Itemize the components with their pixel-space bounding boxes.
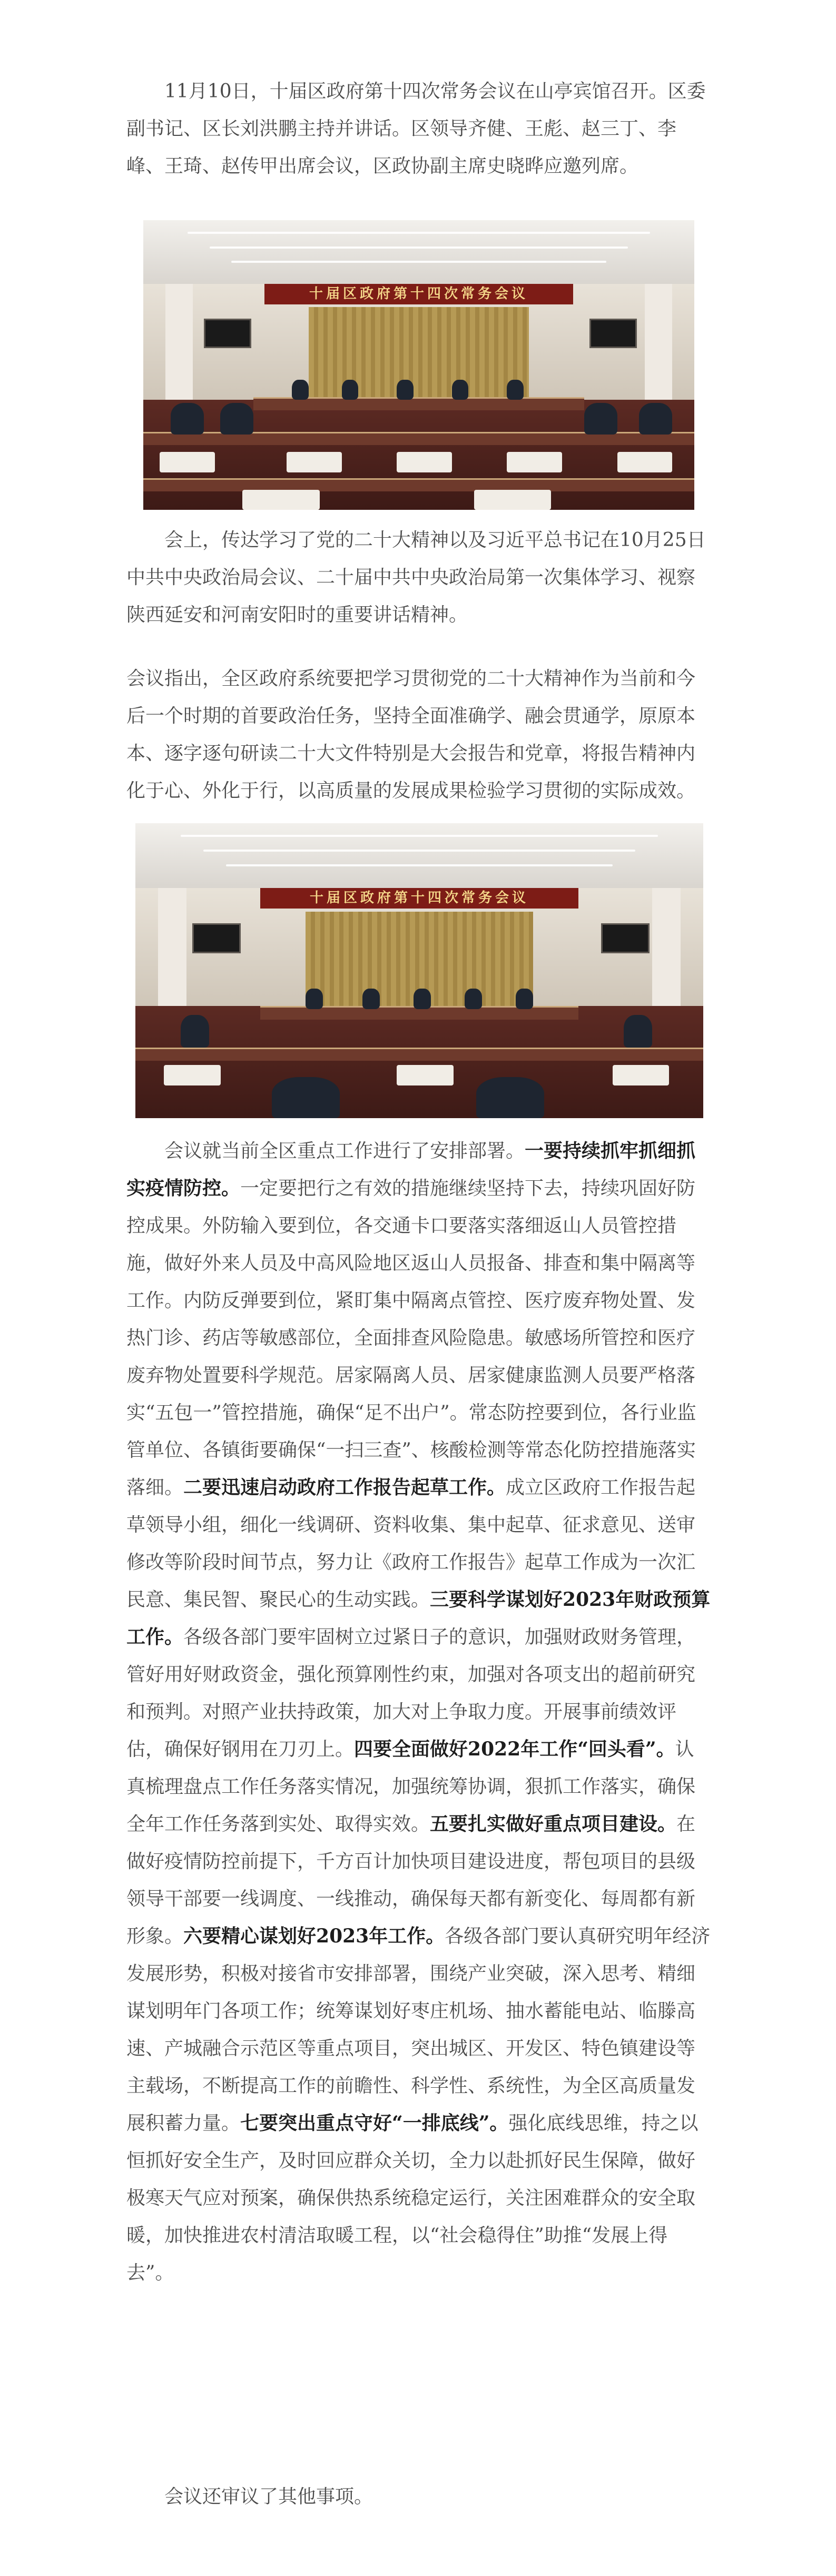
item-1-title: 一要持续抓牢抓细抓实疫情防控。 bbox=[126, 1140, 696, 1199]
photo-banner-1: 十届区政府第十四次常务会议 bbox=[264, 284, 573, 304]
paragraph-study-spirit: 会上，传达学习了党的二十大精神以及习近平总书记在10月25日中共中央政治局会议、二十届中共中央政治局第一次集体学习、视察陕西延安和河南安阳时的重要讲话精神。 bbox=[126, 529, 706, 626]
item-6-body: 各级各部门要认真研究明年经济发展形势，积极对接省市安排部署，围绕产业突破，深入思考、精细谋划明年门各项工作；统筹谋划好枣庄机场、抽水蓄能电站、临滕高速、产城融合示范区等重点项目，突出城区、开发区、特色镇建设等主载场，不断提高工作的前瞻性、科学性、系统性，为全区高质量发展积蓄力量。 bbox=[126, 1926, 711, 2134]
paragraph-meeting-point: 会议指出，全区政府系统要把学习贯彻党的二十大精神作为当前和今后一个时期的首要政治任务，坚持全面准确学、融会贯通学，原原本本、逐字逐句研读二十大文件特别是大会报告和党章，将报告精神内化于心、外化于行，以高质量的发展成果检验学习贯彻的实际成效。 bbox=[126, 668, 696, 802]
item-3-body: 各级各部门要牢固树立过紧日子的意识，加强财政财务管理，管好用好财政资金，强化预算刚性约束，加强对各项支出的超前研究和预判。对照产业扶持政策，加大对上争取力度。开展事前绩效评估，确保好钢用在刀刃上。 bbox=[126, 1626, 696, 1760]
paragraph-closing: 会议还审议了其他事项。 bbox=[164, 2486, 373, 2508]
item-4-title: 四要全面做好2022年工作“回头看”。 bbox=[354, 1738, 675, 1760]
item-4-body: 认真梳理盘点工作任务落实情况，加强统筹协调，狠抓工作落实，确保全年工作任务落到实处、取得实效。 bbox=[126, 1739, 696, 1835]
item-5-title: 五要扎实做好重点项目建设。 bbox=[430, 1813, 677, 1835]
item-3-title: 三要科学谋划好2023年财政预算工作。 bbox=[126, 1588, 711, 1648]
paragraph-meeting-intro: 11月10日，十届区政府第十四次常务会议在山亭宾馆召开。区委副书记、区长刘洪鹏主持并讲话。区领导齐健、王彪、赵三丁、李峰、王琦、赵传甲出席会议，区政协副主席史晓晔应邀列席。 bbox=[126, 81, 706, 177]
item-2-body: 成立区政府工作报告起草领导小组，细化一线调研、资料收集、集中起草、征求意见、送审修改等阶段时间节点，努力让《政府工作报告》起草工作成为一次汇民意、集民智、聚民心的生动实践。 bbox=[126, 1477, 696, 1611]
item-7-body: 强化底线思维，持之以恒抓好安全生产，及时回应群众关切，全力以赴抓好民生保障，做好极寒天气应对预案，确保供热系统稳定运行，关注困难群众的安全取暖，加快推进农村清洁取暖工程，以“社会稳得住”助推“发展上得去”。 bbox=[126, 2113, 699, 2284]
item-1-body: 一定要把行之有效的措施继续坚持下去，持续巩固好防控成果。外防输入要到位，各交通卡口要落实落细返山人员管控措施，做好外来人员及中高风险地区返山人员报备、排查和集中隔离等工作。内防反弹要到位，紧盯集中隔离点管控、医疗废弃物处置、发热门诊、药店等敏感部位，全面排查风险隐患。敏感场所管控和医疗废弃物处置要科学规范。居家隔离人员、居家健康监测人员要严格落实“五包一”管控措施，确保“足不出户”。常态防控要到位，各行业监管单位、各镇街要确保“一扫三查”、核酸检测等常态化防控措施落实落细。 bbox=[126, 1178, 696, 1498]
meeting-photo-2 bbox=[135, 823, 703, 1118]
paragraph-work-arrangement bbox=[126, 1132, 711, 2292]
item-5-body: 在做好疫情防控前提下，千方百计加快项目建设进度，帮包项目的县级领导干部要一线调度、一线推动，确保每天都有新变化、每周都有新形象。 bbox=[126, 1813, 696, 1947]
item-6-title: 六要精心谋划好2023年工作。 bbox=[183, 1925, 445, 1947]
arrangement-intro: 会议就当前全区重点工作进行了安排部署。 bbox=[164, 1140, 525, 1162]
photo-banner-2: 十届区政府第十四次常务会议 bbox=[260, 888, 578, 909]
item-7-title: 七要突出重点守好“一排底线”。 bbox=[240, 2112, 509, 2134]
item-2-title: 二要迅速启动政府工作报告起草工作。 bbox=[183, 1476, 506, 1498]
meeting-photo-1 bbox=[143, 220, 694, 510]
